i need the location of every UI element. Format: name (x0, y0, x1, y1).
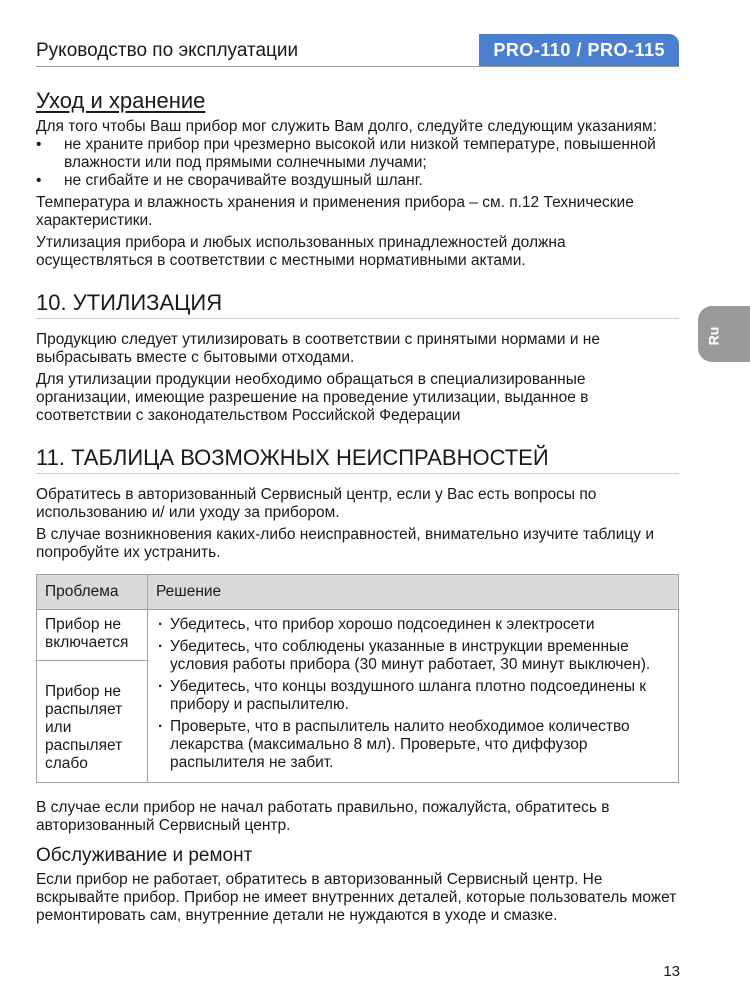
manual-title: Руководство по эксплуатации (36, 40, 299, 61)
list-item: · Проверьте, что в распылитель налито необходимое количество лекарства (максимально 8 мл). Проверьте, что диффузор распылителя не забит. (156, 718, 670, 772)
model-badge: PRO-110 / PRO-115 (479, 34, 679, 66)
column-header-solution: Решение (148, 575, 679, 610)
list-item: · Убедитесь, что прибор хорошо подсоединен к электросети (156, 616, 670, 634)
list-item: · Убедитесь, что соблюдены указанные в инструкции временные условия работы прибора (30 минут работает, 30 минут выключен). (156, 638, 670, 674)
page-number: 13 (663, 963, 680, 980)
language-label: Ru (705, 326, 722, 346)
faults-after-paragraph: В случае если прибор не начал работать правильно, пожалуйста, обратитесь в авторизованный Сервисный центр. (36, 799, 610, 834)
header-divider (36, 66, 679, 67)
disposal-paragraph: Для утилизации продукции необходимо обращаться в специализированные организации, имеющие разрешение на проведение утилизации, выданное в соответствии с законодательством Российской Федерации (36, 371, 589, 424)
faults-paragraph: Обратитесь в авторизованный Сервисный центр, если у Вас есть вопросы по использованию и/ или уходу за прибором. (36, 486, 597, 521)
faults-title: 11. ТАБЛИЦА ВОЗМОЖНЫХ НЕИСПРАВНОСТЕЙ (36, 445, 679, 474)
list-item: • не сгибайте и не сворачивайте воздушный шланг. (36, 172, 679, 190)
solution-cell (148, 610, 679, 783)
care-bullets (36, 136, 679, 190)
list-item: • не храните прибор при чрезмерно высокой или низкой температуре, повышенной влажности или под прямыми солнечными лучами; (36, 136, 679, 172)
language-tab (698, 306, 750, 362)
care-paragraph: Температура и влажность хранения и применения прибора – см. п.12 Технические характеристики. (36, 194, 634, 229)
service-title: Обслуживание и ремонт (36, 845, 253, 866)
list-item: · Убедитесь, что концы воздушного шланга плотно подсоединены к прибору и распылителю. (156, 678, 670, 714)
problem-cell: Прибор не распыляет или распыляет слабо (37, 661, 148, 783)
disposal-title: 10. УТИЛИЗАЦИЯ (36, 290, 679, 319)
care-title: Уход и хранение (36, 88, 206, 113)
solution-list (156, 616, 670, 772)
faults-paragraph: В случае возникновения каких-либо неисправностей, внимательно изучите таблицу и попробуйте их устранить. (36, 526, 654, 561)
problem-cell: Прибор не включается (37, 610, 148, 661)
care-intro: Для того чтобы Ваш прибор мог служить Вам долго, следуйте следующим указаниям: (36, 118, 657, 135)
disposal-paragraph: Продукцию следует утилизировать в соответствии с принятыми нормами и не выбрасывать вместе с бытовыми отходами. (36, 331, 600, 366)
table-row (37, 610, 679, 661)
care-paragraph: Утилизация прибора и любых использованных принадлежностей должна осуществляться в соответствии с местными нормативными актами. (36, 234, 566, 269)
page-content (36, 88, 679, 925)
service-paragraph: Если прибор не работает, обратитесь в авторизованный Сервисный центр. Не вскрывайте прибор. Прибор не имеет внутренних деталей, которые пользователь может ремонтировать сам, внутренние детали не нуждаются в уходе и смазке. (36, 871, 677, 924)
column-header-problem: Проблема (37, 575, 148, 610)
table-header-row (37, 575, 679, 610)
faults-table (36, 574, 679, 783)
page-header (36, 34, 679, 68)
